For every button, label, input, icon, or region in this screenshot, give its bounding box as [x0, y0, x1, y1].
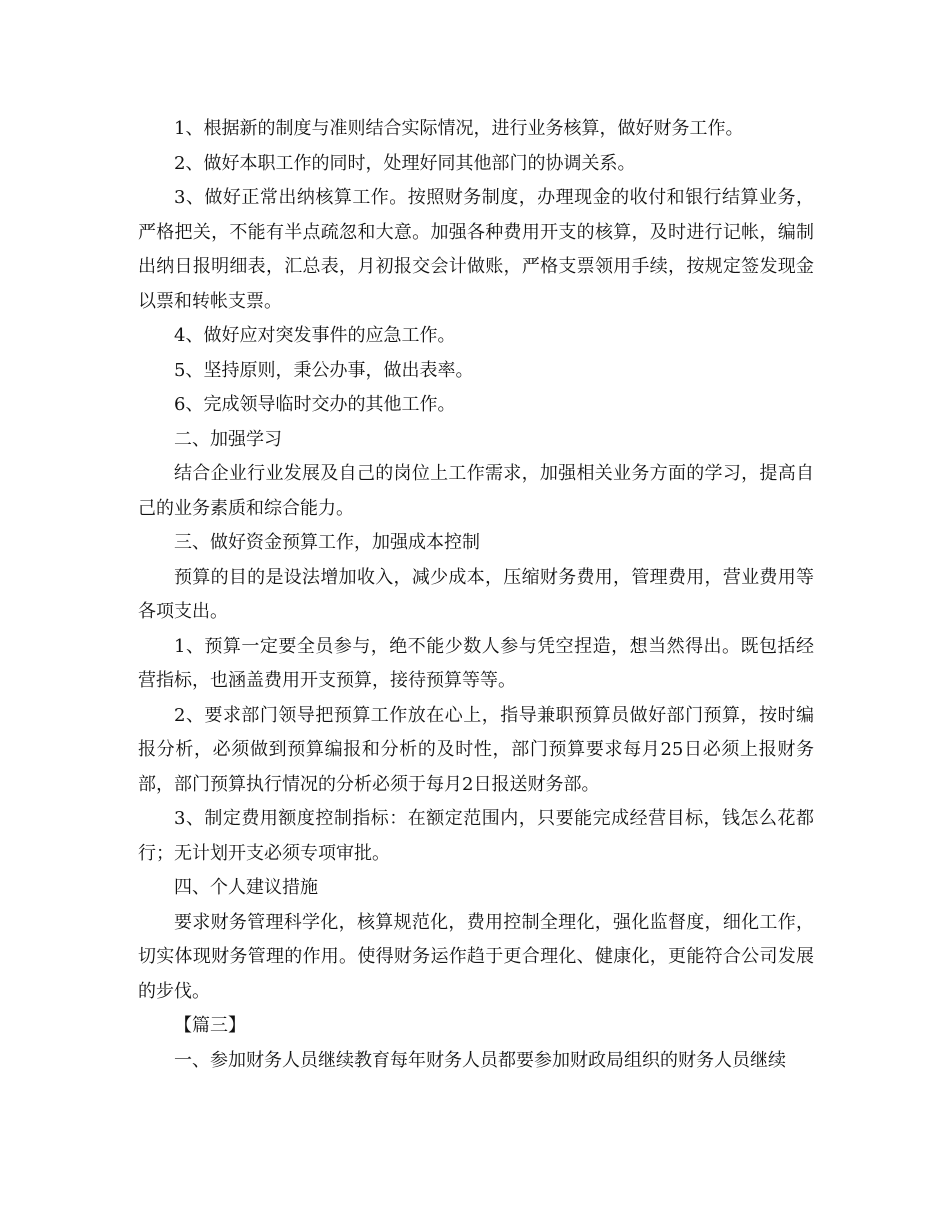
paragraph-13: 一、参加财务人员继续教育每年财务人员都要参加财政局组织的财务人员继续	[174, 1049, 786, 1071]
paragraph-5: 5、坚持原则，秉公办事，做出表率。	[174, 359, 474, 381]
paragraph-1: 1、根据新的制度与准则结合实际情况，进行业务核算，做好财务工作。	[174, 118, 744, 139]
chapter-heading: 【篇三】	[174, 1015, 246, 1036]
paragraph-2: 2、做好本职工作的同时，处理好同其他部门的协调关系。	[174, 152, 636, 174]
paragraph-7: 结合企业行业发展及自己的岗位上工作需求，加强相关业务方面的学习，提高自己的业务素质和综合能力。	[138, 463, 814, 519]
paragraph-10: 2、要求部门领导把预算工作放在心上，指导兼职预算员做好部门预算，按时编报分析，必须做到预算编报和分析的及时性，部门预算要求每月25日必须上报财务部，部门预算执行情况的分析必须于每月2日报送财务部。	[138, 704, 814, 795]
paragraph-9: 1、预算一定要全员参与，绝不能少数人参与凭空捏造，想当然得出。既包括经营指标，也涵盖费用开支预算，接待预算等等。	[138, 635, 814, 691]
document-body	[138, 112, 814, 1078]
section-heading-3: 三、做好资金预算工作，加强成本控制	[174, 532, 480, 553]
section-heading-2: 二、加强学习	[174, 428, 282, 450]
paragraph-6: 6、完成领导临时交办的其他工作。	[174, 394, 456, 415]
paragraph-11: 3、制定费用额度控制指标：在额定范围内，只要能完成经营目标，钱怎么花都行；无计划开支必须专项审批。	[138, 808, 814, 864]
paragraph-4: 4、做好应对突发事件的应急工作。	[174, 325, 456, 346]
section-heading-4: 四、个人建议措施	[174, 877, 318, 898]
paragraph-3: 3、做好正常出纳核算工作。按照财务制度，办理现金的收付和银行结算业务，严格把关，不能有半点疏忽和大意。加强各种费用开支的核算，及时进行记帐，编制出纳日报明细表，汇总表，月初报交会计做账，严格支票领用手续，按规定签发现金以票和转帐支票。	[138, 187, 814, 312]
paragraph-8: 预算的目的是设法增加收入，减少成本，压缩财务费用，管理费用，营业费用等各项支出。	[138, 566, 814, 622]
paragraph-12: 要求财务管理科学化，核算规范化，费用控制全理化，强化监督度，细化工作，切实体现财务管理的作用。使得财务运作趋于更合理化、健康化，更能符合公司发展的步伐。	[138, 911, 814, 1002]
